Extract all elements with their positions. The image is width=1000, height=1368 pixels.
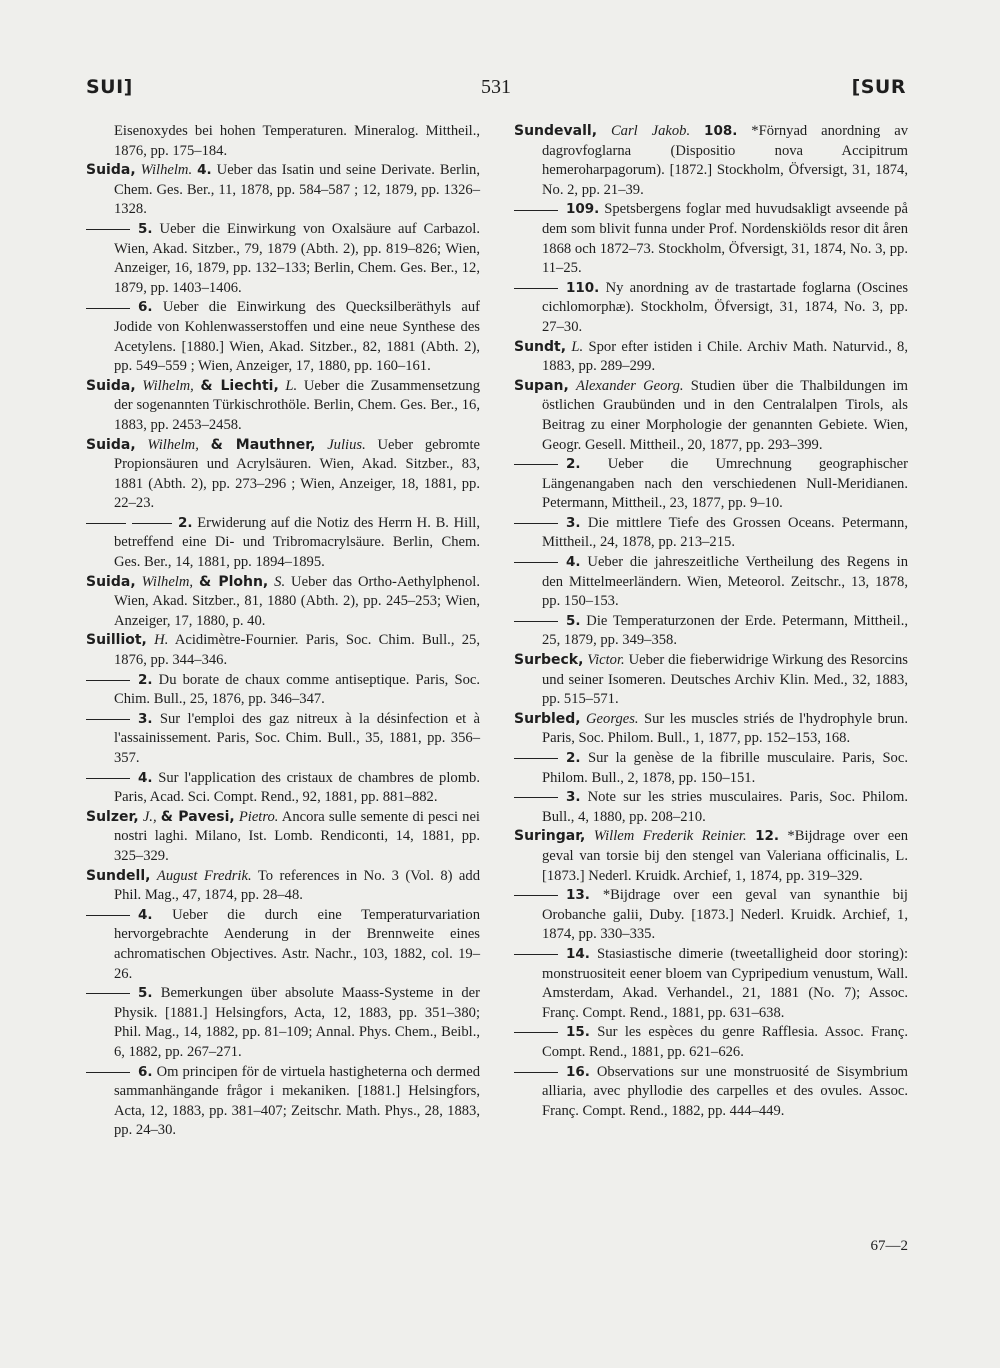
author-surname: Sulzer, [86, 808, 139, 825]
bibliography-entry [86, 573, 480, 632]
entry-number: 2. [566, 456, 581, 473]
citation-text: Ueber das Ortho-Aethylphenol. Wien, Akad. Sitzber., 81, 1880 (Abth. 2), pp. 245–253; Wien, Anzeiger, 17, 1880, p. 40. [114, 573, 480, 629]
bibliography-entry [514, 338, 908, 377]
bibliography-entry [86, 161, 480, 220]
author-surname: Sundt, [514, 338, 567, 355]
entry-number: 4. [138, 906, 153, 923]
citation-text: Observations sur une monstruosité de Sisymbrium alliaria, avec phyllodie des carpelles et des ovules. Assoc. Franç. Compt. Rend., 1882, pp. 444–449. [542, 1063, 908, 1119]
page-header [86, 76, 906, 106]
citation-text: Sur l'application des cristaux de chambres de plomb. Paris, Acad. Sci. Compt. Rend., 92, 1881, pp. 881–882. [114, 769, 480, 806]
citation-text: Ueber die Einwirkung von Oxalsäure auf Carbazol. Wien, Akad. Sitzber., 79, 1879 (Abth. 2), pp. 819–826; Wien, Anzeiger, 16, 1879, pp. 132–133; Berlin, Chem. Ges. Ber., 12, 1879, pp. 1403–1406. [114, 220, 480, 296]
citation-text: Ueber die durch eine Temperaturvariation hervorgebrachte Aenderung in der Brennweite eines achromatischen Objectives. Astr. Nachr., 103, 1882, col. 19–26. [114, 906, 480, 982]
author-surname: Suringar, [514, 828, 586, 845]
ditto-rule [86, 1072, 130, 1073]
citation-text: Ueber die Umrechnung geographischer Längenangaben nach den verschiedenen Null-Meridianen. Petermann, Mittheil., 23, 1877, pp. 9–10. [542, 456, 908, 512]
coauthor-given-name: S. [274, 573, 286, 590]
bibliography-entry [514, 514, 908, 553]
bibliography-entry [514, 553, 908, 612]
entry-number: 5. [566, 612, 581, 629]
citation-text: Ueber das Isatin und seine Derivate. Berlin, Chem. Ges. Ber., 11, 1878, pp. 584–587 ; 12, 1879, pp. 1326–1328. [114, 162, 481, 218]
author-given-name: Wilhelm. [140, 162, 193, 179]
entry-number: 4. [566, 554, 581, 571]
author-given-name: H. [154, 632, 169, 649]
author-surname: Sundell, [86, 867, 151, 884]
bibliography-entry [514, 749, 908, 788]
bibliography-entry [86, 122, 480, 161]
ditto-rule [132, 523, 172, 524]
right-column [514, 122, 908, 1121]
bibliography-entry [86, 710, 480, 769]
entry-number: 2. [178, 514, 193, 531]
entry-number: 4. [197, 162, 212, 179]
author-given-name: Georges. [586, 710, 639, 727]
ditto-rule [514, 954, 558, 955]
author-given-name: Carl Jakob. [610, 123, 691, 139]
entry-number: 15. [566, 1024, 590, 1041]
author-given-name: Wilhelm, [147, 436, 199, 453]
author-given-name: Willem Frederik Reinier. [593, 828, 747, 845]
bibliography-entry [86, 906, 480, 984]
author-given-name: Victor. [587, 652, 625, 669]
citation-text: Studien über die Thalbildungen im östlichen Graubünden und in den Centralalpen Tirols, als Beitrag zu einer Morphologie der genannten Gebiete. Wien, Geogr. Gesell. Mittheil., 20, 1877, pp. 293–399. [542, 377, 908, 453]
citation-text: Sur la genèse de la fibrille musculaire. Paris, Soc. Philom. Bull., 2, 1878, pp. 150–151. [542, 750, 908, 786]
bibliography-entry [86, 984, 480, 1062]
author-given-name: L. [571, 338, 584, 355]
entry-number: 110. [566, 279, 600, 296]
bibliography-entry [86, 808, 480, 867]
author-surname: Sundevall, [514, 123, 598, 139]
author-given-name: J., [142, 808, 157, 825]
coauthor-surname: & Pavesi, [160, 808, 235, 825]
citation-text: Die mittlere Tiefe des Grossen Oceans. Petermann, Mittheil., 24, 1878, pp. 213–215. [542, 514, 908, 551]
citation-text: Ueber gebromte Propionsäuren und Acrylsäuren. Wien, Akad. Sitzber., 83, 1881 (Abth. 2), pp. 273–296 ; Wien, Anzeiger, 18, 1881, pp. 22–23. [114, 436, 480, 512]
header-range-start: SUI] [86, 76, 133, 98]
entry-number: 16. [566, 1063, 590, 1080]
citation-text: *Bijdrage over een geval van synanthie bij Orobanche galii, Duby. [1873.] Nederl. Kruidk. Archief, 1, 1874, pp. 330–335. [542, 887, 908, 943]
citation-text: Du borate de chaux comme antiseptique. Paris, Soc. Chim. Bull., 25, 1876, pp. 346–347. [114, 671, 480, 708]
coauthor-given-name: L. [285, 377, 298, 394]
bibliography-entry [514, 788, 908, 827]
bibliography-entry [514, 1023, 908, 1062]
citation-text: Ueber die jahreszeitliche Vertheilung des Regens in den Mittelmeerländern. Wien, Meteorol. Zeitschr., 13, 1878, pp. 150–153. [542, 554, 908, 610]
ditto-rule [86, 680, 130, 681]
citation-text: Ancora sulle semente di pesci nei nostri laghi. Milano, Ist. Lomb. Rendiconti, 14, 1881, pp. 325–329. [114, 808, 480, 864]
coauthor-given-name: Julius. [327, 436, 366, 453]
citation-text: Note sur les stries musculaires. Paris, Soc. Philom. Bull., 4, 1880, pp. 208–210. [542, 789, 908, 825]
ditto-rule [86, 719, 130, 720]
author-given-name: August Fredrik. [156, 867, 252, 884]
citation-text: Ueber die fieberwidrige Wirkung des Resorcins und seiner Isomeren. Deutsches Archiv Klin. Med., 32, 1883, pp. 515–571. [542, 652, 908, 708]
coauthor-surname: & Liechti, [200, 377, 279, 394]
author-surname: Supan, [514, 377, 569, 394]
bibliography-entry [86, 220, 480, 298]
bibliography-entry [86, 377, 480, 436]
bibliography-entry [514, 1063, 908, 1122]
author-given-name: Alexander Georg. [575, 377, 684, 394]
ditto-rule [86, 229, 130, 230]
author-surname: Suida, [86, 436, 136, 453]
citation-text: Ny anordning av de trastartade foglarna (Oscines cichlomorphæ). Stockholm, Öfversigt, 31, 1874, No. 3, pp. 27–30. [542, 279, 908, 335]
entry-number: 108. [704, 123, 738, 139]
entry-number: 3. [138, 710, 153, 727]
ditto-rule [514, 210, 558, 211]
ditto-rule [514, 562, 558, 563]
ditto-rule [514, 895, 558, 896]
ditto-rule [514, 621, 558, 622]
bibliography-entry [514, 455, 908, 514]
bibliography-entry [86, 298, 480, 376]
citation-text: *Bijdrage over een geval van torsie bij den stengel van Valeriana officinalis, L. [1873.] Nederl. Kruidk. Archief, 1, 1874, pp. 319–329. [542, 828, 908, 884]
author-surname: Surbeck, [514, 652, 584, 669]
ditto-rule [514, 1072, 558, 1073]
entry-number: 6. [138, 299, 153, 316]
header-range-end: [SUR [851, 76, 906, 98]
bibliography-entry [86, 867, 480, 906]
author-surname: Suida, [86, 573, 136, 590]
entry-number: 14. [566, 945, 590, 962]
entry-number: 2. [138, 671, 153, 688]
citation-text: Spor efter istiden i Chile. Archiv Math. Naturvid., 8, 1883, pp. 289–299. [542, 338, 909, 375]
bibliography-entry [86, 514, 480, 573]
citation-text: Om principen för de virtuela hastigheterna och dermed sammanhängande frågor i mekaniken. [1881.] Helsingfors, Acta, 12, 1883, pp. 381–407; Zeitschr. Math. Phys., 28, 1883, pp. 24–30. [114, 1063, 480, 1139]
bibliography-entry [514, 827, 908, 886]
entry-number: 12. [755, 828, 779, 845]
ditto-rule [514, 1032, 558, 1033]
bibliography-entry [86, 631, 480, 670]
bibliography-entry [514, 377, 908, 455]
entry-number: 3. [566, 514, 581, 531]
author-given-name: Wilhelm, [142, 377, 194, 394]
bibliography-entry [514, 612, 908, 651]
bibliography-entry [514, 651, 908, 710]
entry-number: 6. [138, 1063, 153, 1080]
citation-text: Acidimètre-Fournier. Paris, Soc. Chim. Bull., 25, 1876, pp. 344–346. [114, 632, 480, 669]
citation-text: Bemerkungen über absolute Maass-Systeme in der Physik. [1881.] Helsingfors, Acta, 12, 1883, pp. 351–380; Phil. Mag., 14, 1882, pp. 81–109; Annal. Phys. Chem., Beibl., 6, 1882, pp. 267–271. [114, 985, 480, 1060]
author-surname: Suida, [86, 162, 136, 179]
bibliography-entry [514, 945, 908, 1023]
author-surname: Suida, [86, 377, 136, 394]
signature-mark: 67—2 [870, 1238, 908, 1254]
bibliography-entry [514, 279, 908, 338]
ditto-rule [514, 797, 558, 798]
citation-text: *Förnyad anordning av dagrovfoglarna (Dispositio nova Accipitrum hemeroharpagorum). [1872.] Stockholm, Öfversigt, 31, 1874, No. 2, pp. 21–39. [542, 123, 908, 198]
coauthor-given-name: Pietro. [238, 808, 279, 825]
entry-number: 109. [566, 201, 600, 218]
author-surname: Suilliot, [86, 632, 147, 649]
citation-text: Die Temperaturzonen der Erde. Petermann, Mittheil., 25, 1879, pp. 349–358. [542, 612, 908, 649]
citation-text: Sur l'emploi des gaz nitreux à la désinfection et à l'assainissement. Paris, Soc. Chim. Bull., 35, 1881, pp. 356–357. [114, 710, 480, 766]
bibliography-entry [86, 1063, 480, 1141]
citation-text: Ueber die Einwirkung des Quecksilberäthyls auf Jodide von Kohlenwasserstoffen und eine neue Synthese des Acetylens. [1880.] Wien, Akad. Sitzber., 82, 1881 (Abth. 2), pp. 549–559 ; Wien, Anzeiger, 17, 1880, pp. 160–161. [114, 299, 480, 375]
bibliography-entry [514, 200, 908, 278]
author-surname: Surbled, [514, 710, 581, 727]
page-number: 531 [481, 76, 511, 98]
citation-text: Spetsbergens foglar med huvudsakligt avseende på dem som blivit funna under Prof. Nordenskiölds resor dit åren 1868 och 1872–73. Stockholm, Öfversigt, 31, 1874, No. 3, pp. 11–25. [542, 201, 908, 277]
entry-number: 2. [566, 750, 581, 766]
ditto-rule [514, 464, 558, 465]
left-column [86, 122, 480, 1141]
entry-number: 4. [138, 769, 153, 786]
citation-text: Stasiastische dimerie (tweetalligheid door storing): monstruositeit eener bloem van Cypripedium venustum, Wall. Amsterdam, Akad. Verhandel., 21, 1881 (No. 7); Assoc. Franç. Compt. Rend., 1881, pp. 631–638. [542, 945, 908, 1021]
entry-number: 5. [138, 220, 153, 237]
ditto-rule [514, 288, 558, 289]
ditto-rule [514, 758, 558, 759]
citation-text: Sur les espèces du genre Rafflesia. Assoc. Franç. Compt. Rend., 1881, pp. 621–626. [542, 1024, 908, 1060]
bibliography-entry [514, 886, 908, 945]
entry-number: 13. [566, 887, 590, 904]
author-given-name: Wilhelm, [141, 573, 194, 590]
coauthor-surname: & Mauthner, [210, 436, 316, 453]
ditto-rule [86, 523, 126, 524]
ditto-rule [86, 993, 130, 994]
bibliography-entry [514, 710, 908, 749]
citation-text: Erwiderung auf die Notiz des Herrn H. B. Hill, betreffend eine Di- und Tribromacrylsäure. Berlin, Chem. Ges. Ber., 14, 1881, pp. 1894–1895. [114, 514, 480, 571]
ditto-rule [86, 915, 130, 916]
bibliography-entry [86, 769, 480, 808]
bibliography-entry [86, 436, 480, 514]
entry-number: 3. [566, 789, 581, 806]
bibliography-entry [514, 122, 908, 200]
citation-text: Ueber die Zusammensetzung der sogenannten Türkischrothöle. Berlin, Chem. Ges. Ber., 16, 1883, pp. 2453–2458. [114, 377, 481, 433]
ditto-rule [514, 523, 558, 524]
ditto-rule [86, 778, 130, 779]
bibliography-entry [86, 671, 480, 710]
citation-text: Eisenoxydes bei hohen Temperaturen. Mineralog. Mittheil., 1876, pp. 175–184. [114, 123, 480, 159]
ditto-rule [86, 308, 130, 309]
citation-text: Sur les muscles striés de l'hydrophyle brun. Paris, Soc. Philom. Bull., 1, 1877, pp. 152–153, 168. [542, 710, 908, 747]
citation-text: To references in No. 3 (Vol. 8) add Phil. Mag., 47, 1874, pp. 28–48. [114, 867, 481, 904]
coauthor-surname: & Plohn, [198, 573, 269, 590]
entry-number: 5. [138, 985, 153, 1002]
